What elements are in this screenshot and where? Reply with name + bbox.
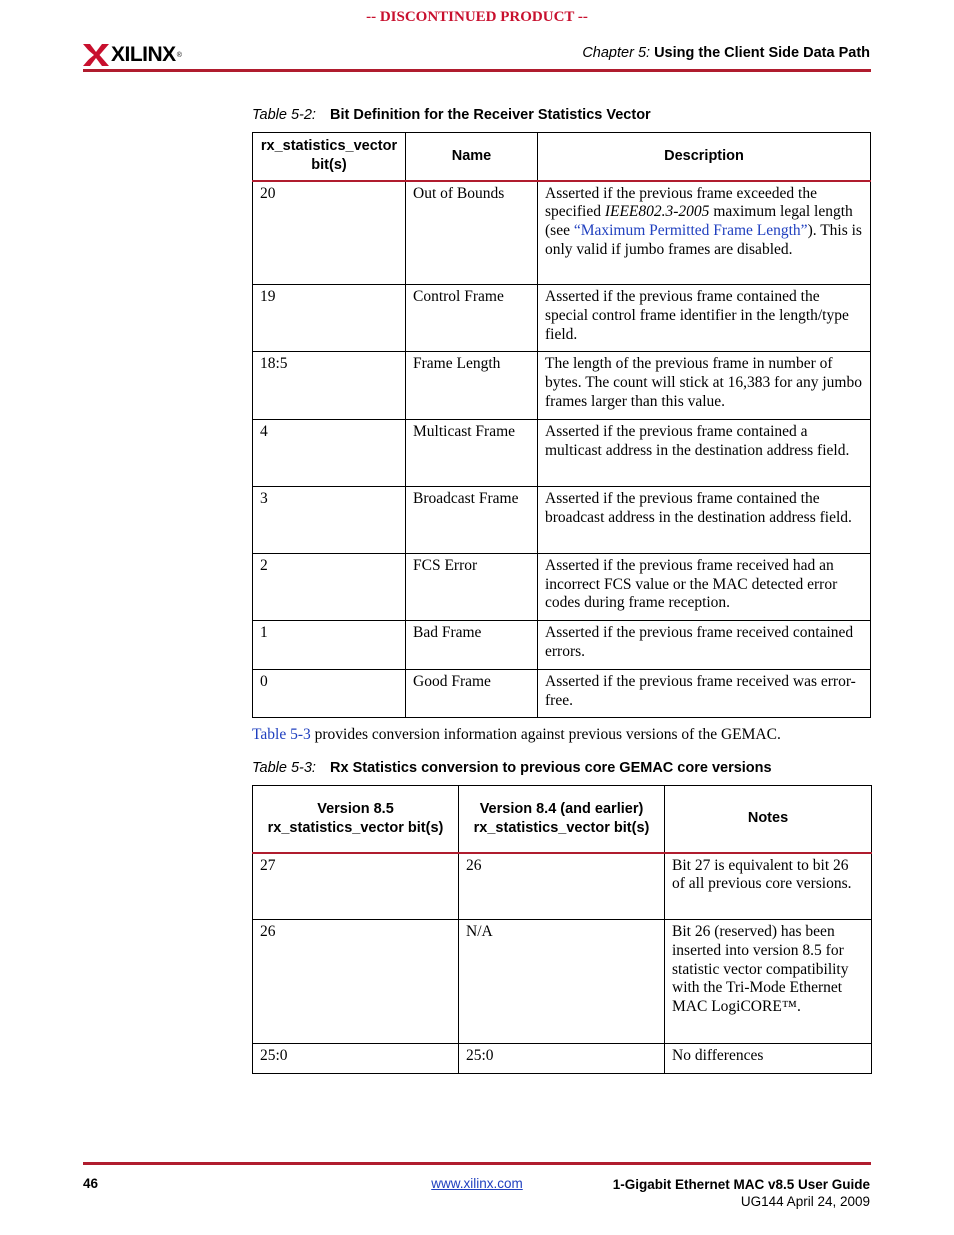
col-header-bits: rx_statistics_vector bit(s)	[253, 133, 406, 181]
table-5-3	[252, 785, 872, 1074]
table-5-2	[252, 132, 871, 718]
cell-bits: 19	[253, 285, 406, 352]
desc-text: maximum legal length (see	[545, 203, 853, 240]
table-row	[253, 669, 871, 718]
cell-bits: 2	[253, 553, 406, 620]
cell-notes: Bit 27 is equivalent to bit 26 of all previous core versions.	[665, 853, 872, 920]
cell-bits: 18:5	[253, 352, 406, 419]
table-5-3-title: Rx Statistics conversion to previous core GEMAC core versions	[330, 760, 772, 776]
cell-name: Out of Bounds	[406, 181, 538, 285]
xilinx-logo	[83, 40, 182, 70]
desc-text: Asserted if the previous frame exceeded the specified	[545, 184, 817, 221]
cell-notes: Bit 26 (reserved) has been inserted into version 8.5 for statistic vector compatibility with the Tri-Mode Ethernet MAC LogiCORE™.	[665, 920, 872, 1044]
paragraph-text: provides conversion information against previous versions of the GEMAC.	[310, 726, 781, 743]
cell-description: Asserted if the previous frame received contained errors.	[538, 621, 871, 670]
cell-description: Asserted if the previous frame received was error-free.	[538, 669, 871, 718]
footer-url-link[interactable]: www.xilinx.com	[431, 1176, 523, 1191]
footer-rule	[83, 1162, 871, 1165]
cell-name: FCS Error	[406, 553, 538, 620]
cell-bits: 0	[253, 669, 406, 718]
table-header-row	[253, 786, 872, 853]
cell-description: Asserted if the previous frame contained a multicast address in the destination address field.	[538, 419, 871, 486]
cell-v84: N/A	[459, 920, 665, 1044]
table-5-2-title: Bit Definition for the Receiver Statistics Vector	[330, 107, 651, 123]
cell-name: Multicast Frame	[406, 419, 538, 486]
logo-registered-mark: ®	[176, 51, 182, 59]
cell-description: Asserted if the previous frame contained the special control frame identifier in the length/type field.	[538, 285, 871, 352]
cell-v84: 25:0	[459, 1044, 665, 1074]
xilinx-x-icon	[83, 42, 109, 68]
table-row	[253, 920, 872, 1044]
cell-name: Broadcast Frame	[406, 486, 538, 553]
col-header-description: Description	[538, 133, 871, 181]
table-row	[253, 1044, 872, 1074]
cell-bits: 3	[253, 486, 406, 553]
cell-bits: 20	[253, 181, 406, 285]
chapter-title: Using the Client Side Data Path	[654, 45, 870, 61]
guide-title: 1-Gigabit Ethernet MAC v8.5 User Guide	[612, 1177, 870, 1192]
cell-name: Good Frame	[406, 669, 538, 718]
discontinued-banner: -- DISCONTINUED PRODUCT --	[366, 9, 588, 25]
col-header-v84: Version 8.4 (and earlier) rx_statistics_vector bit(s)	[459, 786, 665, 853]
doc-id-date: UG144 April 24, 2009	[740, 1194, 870, 1209]
cell-name: Frame Length	[406, 352, 538, 419]
cell-v85: 27	[253, 853, 459, 920]
body-paragraph	[252, 726, 781, 744]
cell-v85: 25:0	[253, 1044, 459, 1074]
cell-v84: 26	[459, 853, 665, 920]
max-frame-length-link[interactable]: “Maximum Permitted Frame Length”	[573, 222, 808, 240]
chapter-label: Chapter 5:	[582, 45, 651, 61]
standard-ref: IEEE802.3-2005	[604, 203, 710, 221]
header-rule	[83, 69, 871, 72]
chapter-heading	[582, 45, 870, 61]
table-row	[253, 352, 871, 419]
cell-description	[538, 181, 871, 285]
col-header-name: Name	[406, 133, 538, 181]
cell-bits: 4	[253, 419, 406, 486]
table-row	[253, 553, 871, 620]
desc-text: ). This is only valid if jumbo frames are disabled.	[545, 222, 862, 258]
cell-description: Asserted if the previous frame received had an incorrect FCS value or the MAC detected error codes during frame reception.	[538, 553, 871, 620]
table-row	[253, 419, 871, 486]
cell-bits: 1	[253, 621, 406, 670]
cell-name: Control Frame	[406, 285, 538, 352]
cell-name: Bad Frame	[406, 621, 538, 670]
cell-v85: 26	[253, 920, 459, 1044]
col-header-v85: Version 8.5 rx_statistics_vector bit(s)	[253, 786, 459, 853]
table-5-2-label: Table 5-2:	[252, 107, 316, 123]
table-row	[253, 181, 871, 285]
logo-wordmark: XILINX	[111, 43, 176, 66]
col-header-notes: Notes	[665, 786, 872, 853]
cell-notes: No differences	[665, 1044, 872, 1074]
table-5-3-label: Table 5-3:	[252, 760, 316, 776]
table-header-row	[253, 133, 871, 181]
table-row	[253, 621, 871, 670]
table-row	[253, 486, 871, 553]
table-row	[253, 285, 871, 352]
table-5-3-link[interactable]: Table 5-3	[252, 726, 311, 743]
cell-description: The length of the previous frame in number of bytes. The count will stick at 16,383 for any jumbo frames larger than this value.	[538, 352, 871, 419]
table-5-2-caption	[252, 107, 651, 123]
page-number: 46	[83, 1176, 99, 1191]
footer-doc-info	[613, 1176, 870, 1210]
cell-description: Asserted if the previous frame contained the broadcast address in the destination address field.	[538, 486, 871, 553]
table-5-3-caption	[252, 760, 772, 776]
table-row	[253, 853, 872, 920]
